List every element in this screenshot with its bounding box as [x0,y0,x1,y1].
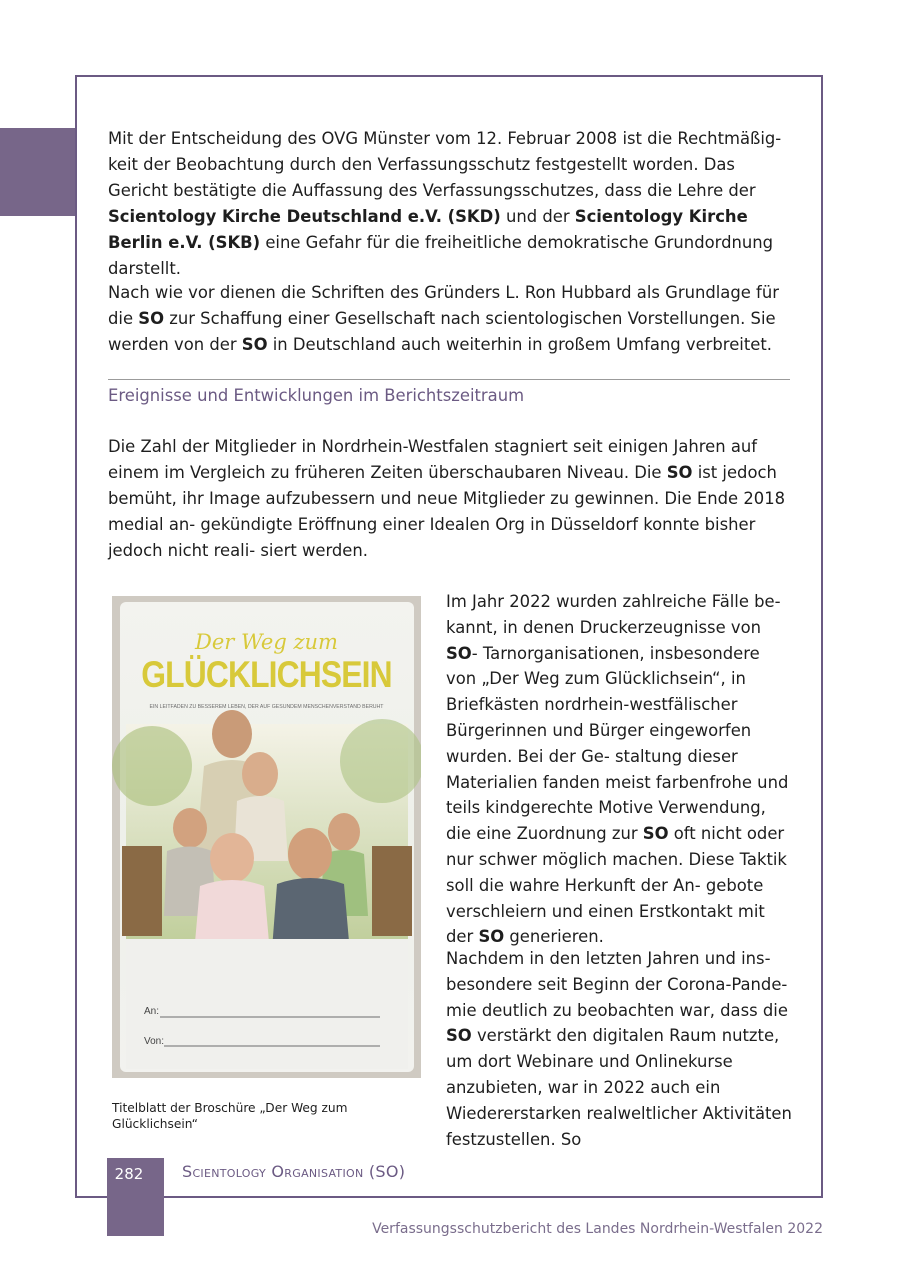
paragraph-hubbard-writings: Nach wie vor dienen die Schriften des Gründers L. Ron Hubbard als Grundlage für die SO zur Schaffung einer Gesellschaft nach scientologischen Vorstellungen. Sie werden von der SO in Deutschland auch weiterhin in großem Umfang verbreitet. [108,283,779,354]
figure-caption: Titelblatt der Broschüre „Der Weg zum Glücklichsein“ [112,1101,348,1131]
cover-main-title: GLÜCKLICHSEIN [141,654,392,695]
brochure-photo [112,596,421,1078]
section-heading: Ereignisse und Entwicklungen im Berichtszeitraum [108,386,525,405]
page-number: 282 [114,1165,144,1183]
cover-script-title: Der Weg zum [195,630,338,654]
paragraph-print-materials: Im Jahr 2022 wurden zahlreiche Fälle be- kannt, in denen Druckerzeugnisse von SO- Tarnorganisationen, insbesondere von „Der Weg zum Glücklichsein“, in Briefkästen nordrhein-westfälischer Bürgerinnen und Bürger eingeworfen wurden. Bei der Ge- staltung dieser Materialien fanden meist farbenfrohe und teils kindgerechte Motive Verwendung, die eine Zuordnung zur SO oft nicht oder nur schwer möglich machen. Diese Taktik soll die wahre Herkunft der An- gebote verschleiern und einen Erstkontakt mit der SO generieren. [446,592,789,947]
cover-field-an: An: [144,1006,160,1017]
running-head: Scientology Organisation (SO) [182,1162,406,1181]
cover-field-von: Von: [144,1036,165,1047]
section-divider [108,379,790,380]
chapter-tab [0,128,75,216]
cover-subtitle: EIN LEITFADEN ZU BESSEREM LEBEN, DER AUF GESUNDEM MENSCHENVERSTAND BERUHT [149,704,384,710]
publication-footer: Verfassungsschutzbericht des Landes Nordrhein-Westfalen 2022 [372,1221,823,1237]
paragraph-membership: Die Zahl der Mitglieder in Nordrhein-Westfalen stagniert seit einigen Jahren auf einem im Vergleich zu früheren Zeiten überschaubaren Niveau. Die SO ist jedoch bemüht, ihr Image aufzubessern und neue Mitglieder zu gewinnen. Die Ende 2018 medial an- gekündigte Eröffnung einer Idealen Org in Düsseldorf konnte bisher jedoch nicht reali- siert werden. [108,437,786,560]
page-number-box [107,1158,164,1236]
paragraph-digital-activities: Nachdem in den letzten Jahren und ins- besondere seit Beginn der Corona-Pande- mie deutlich zu beobachten war, dass die SO verstärkt den digitalen Raum nutzte, um dort Webinare und Onlinekurse anzubieten, war in 2022 auch ein Wiedererstarken realweltlicher Aktivitäten festzustellen. So [446,949,792,1149]
paragraph-ovg-decision: Mit der Entscheidung des OVG Münster vom 12. Februar 2008 ist die Rechtmäßig- keit der Beobachtung durch den Verfassungsschutz festgestellt worden. Das Gericht bestätigte die Auffassung des Verfassungsschutzes, dass die Lehre der Scientology Kirche Deutschland e.V. (SKD) und der Scientology Kirche Berlin e.V. (SKB) eine Gefahr für die freiheitliche demokratische Grundordnung darstellt. [108,129,782,278]
